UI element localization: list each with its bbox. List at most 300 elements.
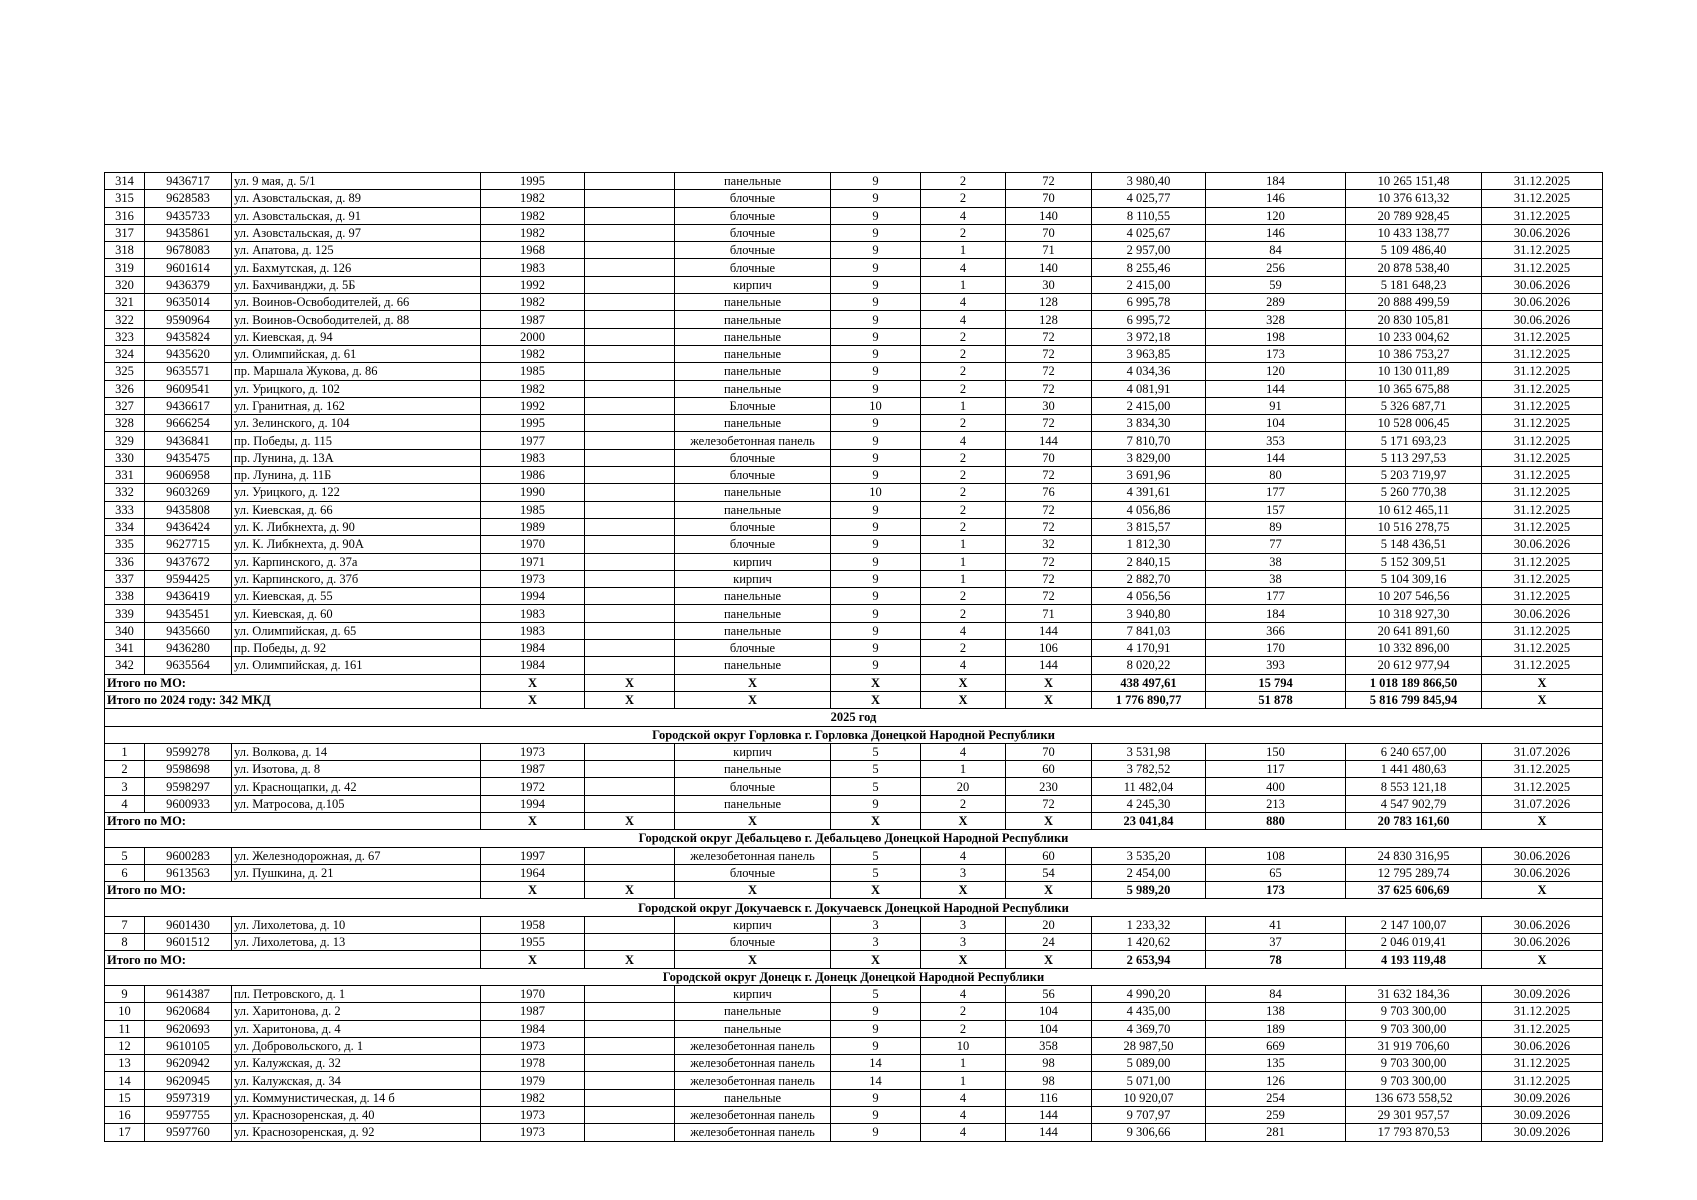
wall-material-cell: железобетонная панель [675,1055,831,1072]
total-value-cell: X [1006,674,1092,691]
table-row [105,345,1603,362]
year-built-cell: 1982 [481,207,585,224]
house-id-cell: 9601430 [145,916,232,933]
entrances-cell: 4 [921,1107,1006,1124]
apartments-cell: 72 [1006,588,1092,605]
year-built-cell: 1982 [481,224,585,241]
apartments-cell: 60 [1006,847,1092,864]
completion-date-cell: 31.12.2025 [1482,467,1603,484]
wall-material-cell: панельные [675,345,831,362]
year-built-cell: 1958 [481,916,585,933]
entrances-cell: 4 [921,657,1006,674]
table-row [105,190,1603,207]
year-commissioned-cell [585,553,675,570]
floors-cell: 5 [831,985,921,1002]
total-area-cell: 11 482,04 [1092,778,1206,795]
total-value-cell: 15 794 [1206,674,1346,691]
year-commissioned-cell [585,484,675,501]
floors-cell: 9 [831,449,921,466]
completion-date-cell: 30.09.2026 [1482,1107,1603,1124]
year-total-row [105,691,1603,708]
total-cost-cell: 24 830 316,95 [1346,847,1482,864]
total-value-cell: X [1482,812,1603,829]
total-label-cell: Итого по МО: [105,812,481,829]
total-value-cell: X [831,674,921,691]
completion-date-cell: 30.06.2026 [1482,536,1603,553]
entrances-cell: 2 [921,640,1006,657]
year-built-cell: 1984 [481,657,585,674]
total-area-cell: 2 882,70 [1092,570,1206,587]
total-area-cell: 4 369,70 [1092,1020,1206,1037]
address-cell: пр. Маршала Жукова, д. 86 [232,363,481,380]
total-area-cell: 3 940,80 [1092,605,1206,622]
apartments-cell: 72 [1006,363,1092,380]
address-cell: ул. Коммунистическая, д. 14 б [232,1089,481,1106]
total-area-cell: 4 391,61 [1092,484,1206,501]
address-cell: ул. Урицкого, д. 122 [232,484,481,501]
address-cell: ул. Воинов-Освободителей, д. 88 [232,311,481,328]
table-row [105,1107,1603,1124]
floors-cell: 14 [831,1055,921,1072]
total-area-cell: 3 963,85 [1092,345,1206,362]
total-value-cell: X [675,691,831,708]
house-id-cell: 9590964 [145,311,232,328]
table-row [105,743,1603,760]
total-cost-cell: 2 046 019,41 [1346,934,1482,951]
address-cell: ул. Харитонова, д. 2 [232,1003,481,1020]
house-id-cell: 9435861 [145,224,232,241]
row-number-cell: 328 [105,415,145,432]
entrances-cell: 3 [921,916,1006,933]
entrances-cell: 1 [921,276,1006,293]
total-cost-cell: 5 104 309,16 [1346,570,1482,587]
total-area-cell: 9 306,66 [1092,1124,1206,1141]
row-number-cell: 9 [105,985,145,1002]
year-commissioned-cell [585,432,675,449]
total-cost-cell: 10 612 465,11 [1346,501,1482,518]
wall-material-cell: железобетонная панель [675,1072,831,1089]
row-number-cell: 342 [105,657,145,674]
year-commissioned-cell [585,743,675,760]
entrances-cell: 1 [921,536,1006,553]
year-built-cell: 1985 [481,363,585,380]
entrances-cell: 4 [921,847,1006,864]
total-value-cell: 173 [1206,882,1346,899]
row-number-cell: 331 [105,467,145,484]
address-cell: ул. Добровольского, д. 1 [232,1037,481,1054]
year-commissioned-cell [585,570,675,587]
residents-cell: 120 [1206,207,1346,224]
wall-material-cell: блочные [675,934,831,951]
address-cell: ул. Краснозоренская, д. 92 [232,1124,481,1141]
table-row [105,311,1603,328]
floors-cell: 9 [831,345,921,362]
address-cell: ул. 9 мая, д. 5/1 [232,173,481,190]
year-built-cell: 1984 [481,1020,585,1037]
year-commissioned-cell [585,518,675,535]
entrances-cell: 4 [921,294,1006,311]
table-row [105,415,1603,432]
residents-cell: 254 [1206,1089,1346,1106]
residents-cell: 189 [1206,1020,1346,1037]
row-number-cell: 325 [105,363,145,380]
residents-cell: 328 [1206,311,1346,328]
total-value-cell: X [585,691,675,708]
table-row [105,449,1603,466]
floors-cell: 9 [831,467,921,484]
apartments-cell: 71 [1006,242,1092,259]
year-commissioned-cell [585,345,675,362]
address-cell: ул. Воинов-Освободителей, д. 66 [232,294,481,311]
total-cost-cell: 10 233 004,62 [1346,328,1482,345]
house-id-cell: 9436841 [145,432,232,449]
year-commissioned-cell [585,640,675,657]
floors-cell: 9 [831,1124,921,1141]
year-built-cell: 1983 [481,449,585,466]
wall-material-cell: Блочные [675,397,831,414]
year-commissioned-cell [585,415,675,432]
year-built-cell: 2000 [481,328,585,345]
year-built-cell: 1987 [481,761,585,778]
address-cell: ул. К. Либкнехта, д. 90 [232,518,481,535]
house-id-cell: 9601614 [145,259,232,276]
address-cell: ул. Карпинского, д. 37б [232,570,481,587]
address-cell: ул. Калужская, д. 34 [232,1072,481,1089]
entrances-cell: 2 [921,415,1006,432]
address-cell: ул. Олимпийская, д. 61 [232,345,481,362]
row-number-cell: 315 [105,190,145,207]
floors-cell: 9 [831,570,921,587]
wall-material-cell: блочные [675,467,831,484]
total-cost-cell: 1 441 480,63 [1346,761,1482,778]
row-number-cell: 329 [105,432,145,449]
total-area-cell: 10 920,07 [1092,1089,1206,1106]
floors-cell: 9 [831,1020,921,1037]
completion-date-cell: 31.12.2025 [1482,1020,1603,1037]
mo-total-row [105,882,1603,899]
table-row [105,657,1603,674]
completion-date-cell: 31.12.2025 [1482,778,1603,795]
residents-cell: 84 [1206,985,1346,1002]
year-commissioned-cell [585,536,675,553]
address-cell: ул. Калужская, д. 32 [232,1055,481,1072]
total-area-cell: 4 990,20 [1092,985,1206,1002]
register-table [104,172,1603,1142]
completion-date-cell: 31.12.2025 [1482,622,1603,639]
table-row [105,640,1603,657]
house-id-cell: 9436617 [145,397,232,414]
total-value-cell: X [1482,674,1603,691]
row-number-cell: 13 [105,1055,145,1072]
entrances-cell: 2 [921,484,1006,501]
address-cell: ул. Киевская, д. 66 [232,501,481,518]
total-label-cell: Итого по МО: [105,951,481,968]
house-id-cell: 9436379 [145,276,232,293]
row-number-cell: 12 [105,1037,145,1054]
year-built-cell: 1970 [481,985,585,1002]
apartments-cell: 98 [1006,1072,1092,1089]
total-value-cell: X [831,882,921,899]
house-id-cell: 9599278 [145,743,232,760]
residents-cell: 117 [1206,761,1346,778]
entrances-cell: 1 [921,761,1006,778]
total-cost-cell: 5 203 719,97 [1346,467,1482,484]
wall-material-cell: панельные [675,761,831,778]
apartments-cell: 20 [1006,916,1092,933]
residents-cell: 669 [1206,1037,1346,1054]
row-number-cell: 320 [105,276,145,293]
floors-cell: 9 [831,657,921,674]
address-cell: ул. Краснощапки, д. 42 [232,778,481,795]
address-cell: ул. Гранитная, д. 162 [232,397,481,414]
house-id-cell: 9620942 [145,1055,232,1072]
house-id-cell: 9614387 [145,985,232,1002]
year-commissioned-cell [585,934,675,951]
total-cost-cell: 4 547 902,79 [1346,795,1482,812]
table-row [105,501,1603,518]
total-area-cell: 9 707,97 [1092,1107,1206,1124]
apartments-cell: 128 [1006,294,1092,311]
completion-date-cell: 30.06.2026 [1482,916,1603,933]
completion-date-cell: 31.12.2025 [1482,328,1603,345]
house-id-cell: 9620945 [145,1072,232,1089]
address-cell: ул. Железнодорожная, д. 67 [232,847,481,864]
apartments-cell: 144 [1006,1107,1092,1124]
wall-material-cell: кирпич [675,743,831,760]
wall-material-cell: панельные [675,1089,831,1106]
total-cost-cell: 5 181 648,23 [1346,276,1482,293]
wall-material-cell: панельные [675,1020,831,1037]
residents-cell: 353 [1206,432,1346,449]
apartments-cell: 104 [1006,1003,1092,1020]
completion-date-cell: 30.06.2026 [1482,864,1603,881]
row-number-cell: 8 [105,934,145,951]
table-row [105,397,1603,414]
apartments-cell: 54 [1006,864,1092,881]
year-commissioned-cell [585,207,675,224]
year-built-cell: 1977 [481,432,585,449]
apartments-cell: 56 [1006,985,1092,1002]
apartments-cell: 106 [1006,640,1092,657]
year-commissioned-cell [585,1124,675,1141]
residents-cell: 89 [1206,518,1346,535]
total-value-cell: X [1006,691,1092,708]
residents-cell: 80 [1206,467,1346,484]
house-id-cell: 9666254 [145,415,232,432]
row-number-cell: 17 [105,1124,145,1141]
house-id-cell: 9597760 [145,1124,232,1141]
row-number-cell: 5 [105,847,145,864]
year-commissioned-cell [585,242,675,259]
total-cost-cell: 20 641 891,60 [1346,622,1482,639]
year-commissioned-cell [585,1107,675,1124]
floors-cell: 9 [831,1003,921,1020]
residents-cell: 150 [1206,743,1346,760]
entrances-cell: 2 [921,518,1006,535]
completion-date-cell: 31.12.2025 [1482,190,1603,207]
year-commissioned-cell [585,605,675,622]
total-cost-cell: 10 433 138,77 [1346,224,1482,241]
row-number-cell: 2 [105,761,145,778]
wall-material-cell: блочные [675,259,831,276]
house-id-cell: 9600283 [145,847,232,864]
total-value-cell: X [585,674,675,691]
year-commissioned-cell [585,622,675,639]
total-area-cell: 4 435,00 [1092,1003,1206,1020]
table-row [105,1037,1603,1054]
entrances-cell: 4 [921,311,1006,328]
residents-cell: 393 [1206,657,1346,674]
total-cost-cell: 136 673 558,52 [1346,1089,1482,1106]
total-area-cell: 4 034,36 [1092,363,1206,380]
year-built-cell: 1983 [481,605,585,622]
total-value-cell: 2 653,94 [1092,951,1206,968]
total-value-cell: X [831,691,921,708]
total-cost-cell: 20 888 499,59 [1346,294,1482,311]
address-cell: ул. Бахмутская, д. 126 [232,259,481,276]
table-row [105,380,1603,397]
total-cost-cell: 10 207 546,56 [1346,588,1482,605]
house-id-cell: 9603269 [145,484,232,501]
address-cell: ул. Зелинского, д. 104 [232,415,481,432]
apartments-cell: 30 [1006,276,1092,293]
total-value-cell: 37 625 606,69 [1346,882,1482,899]
row-number-cell: 322 [105,311,145,328]
entrances-cell: 2 [921,328,1006,345]
wall-material-cell: блочные [675,242,831,259]
residents-cell: 366 [1206,622,1346,639]
total-cost-cell: 10 318 927,30 [1346,605,1482,622]
entrances-cell: 2 [921,190,1006,207]
total-area-cell: 3 834,30 [1092,415,1206,432]
total-cost-cell: 10 376 613,32 [1346,190,1482,207]
entrances-cell: 2 [921,1003,1006,1020]
wall-material-cell: панельные [675,795,831,812]
apartments-cell: 72 [1006,467,1092,484]
wall-material-cell: блочные [675,518,831,535]
table-row [105,173,1603,190]
residents-cell: 400 [1206,778,1346,795]
house-id-cell: 9620684 [145,1003,232,1020]
section-heading-cell: Городской округ Горловка г. Горловка Донецкой Народной Республики [105,726,1603,743]
entrances-cell: 2 [921,1020,1006,1037]
table-row [105,467,1603,484]
section-heading [105,726,1603,743]
total-cost-cell: 6 240 657,00 [1346,743,1482,760]
year-built-cell: 1982 [481,345,585,362]
row-number-cell: 321 [105,294,145,311]
total-area-cell: 4 081,91 [1092,380,1206,397]
total-cost-cell: 10 332 896,00 [1346,640,1482,657]
table-row [105,294,1603,311]
wall-material-cell: панельные [675,484,831,501]
total-area-cell: 8 255,46 [1092,259,1206,276]
wall-material-cell: панельные [675,173,831,190]
address-cell: ул. Киевская, д. 60 [232,605,481,622]
wall-material-cell: панельные [675,1003,831,1020]
house-id-cell: 9620693 [145,1020,232,1037]
total-area-cell: 2 454,00 [1092,864,1206,881]
row-number-cell: 340 [105,622,145,639]
total-area-cell: 3 535,20 [1092,847,1206,864]
wall-material-cell: блочные [675,536,831,553]
row-number-cell: 316 [105,207,145,224]
completion-date-cell: 30.06.2026 [1482,224,1603,241]
residents-cell: 184 [1206,173,1346,190]
wall-material-cell: кирпич [675,570,831,587]
total-value-cell: X [481,691,585,708]
row-number-cell: 330 [105,449,145,466]
table-row [105,605,1603,622]
mo-total-row [105,674,1603,691]
year-commissioned-cell [585,467,675,484]
entrances-cell: 20 [921,778,1006,795]
floors-cell: 9 [831,432,921,449]
year-built-cell: 1973 [481,1037,585,1054]
completion-date-cell: 31.12.2025 [1482,1072,1603,1089]
year-built-cell: 1973 [481,1124,585,1141]
year-built-cell: 1992 [481,397,585,414]
register-body [105,173,1603,1142]
wall-material-cell: блочные [675,207,831,224]
address-cell: ул. Апатова, д. 125 [232,242,481,259]
total-value-cell: X [921,882,1006,899]
wall-material-cell: блочные [675,640,831,657]
address-cell: ул. Изотова, д. 8 [232,761,481,778]
floors-cell: 5 [831,743,921,760]
year-commissioned-cell [585,847,675,864]
residents-cell: 38 [1206,553,1346,570]
year-built-cell: 1983 [481,622,585,639]
apartments-cell: 358 [1006,1037,1092,1054]
address-cell: ул. Волкова, д. 14 [232,743,481,760]
row-number-cell: 4 [105,795,145,812]
residents-cell: 170 [1206,640,1346,657]
total-label-cell: Итого по МО: [105,674,481,691]
apartments-cell: 144 [1006,622,1092,639]
total-area-cell: 6 995,78 [1092,294,1206,311]
residents-cell: 135 [1206,1055,1346,1072]
total-value-cell: X [831,951,921,968]
year-commissioned-cell [585,449,675,466]
year-built-cell: 1955 [481,934,585,951]
wall-material-cell: панельные [675,588,831,605]
total-area-cell: 7 810,70 [1092,432,1206,449]
total-area-cell: 1 233,32 [1092,916,1206,933]
total-value-cell: X [585,951,675,968]
wall-material-cell: железобетонная панель [675,1107,831,1124]
residents-cell: 144 [1206,380,1346,397]
year-commissioned-cell [585,761,675,778]
address-cell: ул. Киевская, д. 55 [232,588,481,605]
total-value-cell: X [1006,951,1092,968]
residents-cell: 289 [1206,294,1346,311]
apartments-cell: 230 [1006,778,1092,795]
address-cell: ул. К. Либкнехта, д. 90А [232,536,481,553]
apartments-cell: 144 [1006,657,1092,674]
address-cell: пр. Победы, д. 115 [232,432,481,449]
floors-cell: 9 [831,207,921,224]
apartments-cell: 70 [1006,224,1092,241]
wall-material-cell: железобетонная панель [675,1124,831,1141]
year-built-cell: 1964 [481,864,585,881]
total-cost-cell: 17 793 870,53 [1346,1124,1482,1141]
total-area-cell: 3 829,00 [1092,449,1206,466]
house-id-cell: 9600933 [145,795,232,812]
residents-cell: 77 [1206,536,1346,553]
house-id-cell: 9436424 [145,518,232,535]
total-cost-cell: 31 919 706,60 [1346,1037,1482,1054]
